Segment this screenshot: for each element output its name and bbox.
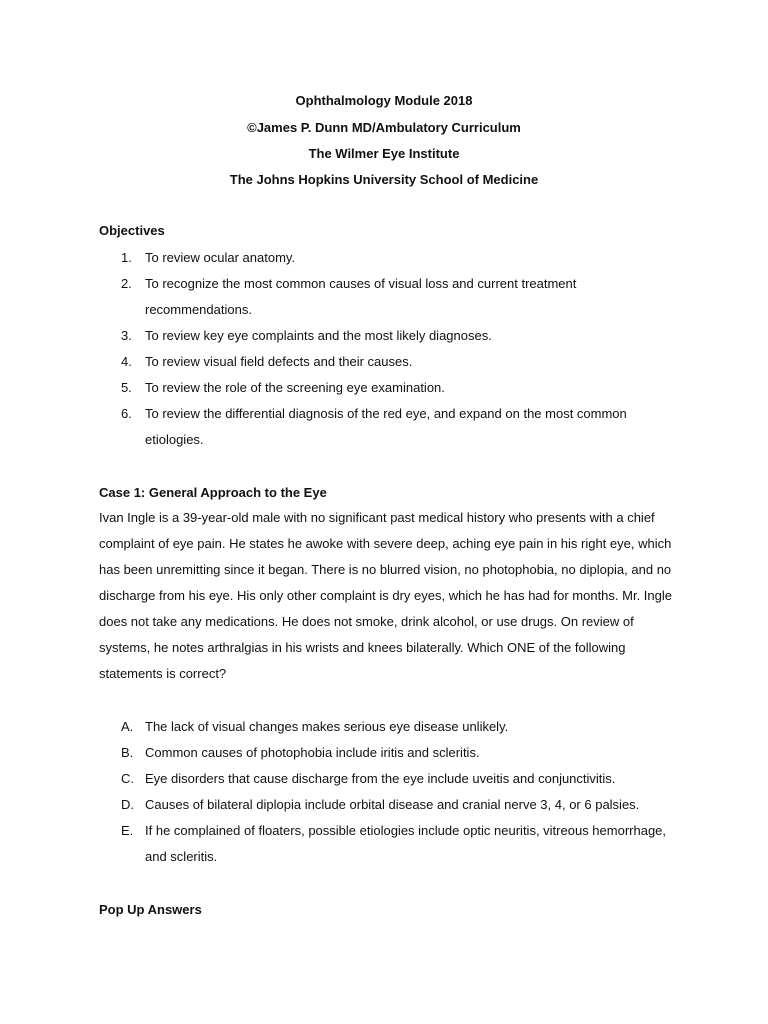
- objective-text: To review the role of the screening eye examination.: [145, 380, 445, 395]
- option-text: Causes of bilateral diplopia include orbital disease and cranial nerve 3, 4, or 6 palsies.: [145, 797, 640, 812]
- popup-answers-heading: Pop Up Answers: [99, 902, 202, 917]
- objective-text-continued: recommendations.: [145, 302, 252, 317]
- case1-line: systems, he notes arthralgias in his wrists and knees bilaterally. Which ONE of the following: [99, 640, 626, 655]
- case1-line: complaint of eye pain. He states he awoke with severe deep, aching eye pain in his right eye, which: [99, 536, 672, 551]
- case1-line: has been unremitting since it began. There is no blurred vision, no photophobia, no diplopia, and no: [99, 562, 672, 577]
- doc-school: The Johns Hopkins University School of Medicine: [229, 172, 539, 187]
- objective-number: 3.: [121, 328, 132, 343]
- case1-line: discharge from his eye. His only other complaint is dry eyes, which he has had for months. Mr. Ingle: [99, 588, 672, 603]
- option-text: Eye disorders that cause discharge from the eye include uveitis and conjunctivitis.: [145, 771, 616, 786]
- option-letter: A.: [121, 719, 134, 734]
- objective-text: To review visual field defects and their causes.: [145, 354, 413, 369]
- option-text: Common causes of photophobia include iritis and scleritis.: [145, 745, 480, 760]
- objective-text: To review the differential diagnosis of the red eye, and expand on the most common: [145, 406, 627, 421]
- objective-number: 6.: [121, 406, 132, 421]
- doc-institute: The Wilmer Eye Institute: [308, 146, 460, 161]
- objective-number: 2.: [121, 276, 132, 291]
- objective-text: To review key eye complaints and the most likely diagnoses.: [145, 328, 492, 343]
- objective-number: 1.: [121, 250, 132, 265]
- option-text: The lack of visual changes makes serious eye disease unlikely.: [145, 719, 509, 734]
- option-letter: B.: [121, 745, 134, 760]
- case1-heading: Case 1: General Approach to the Eye: [99, 485, 327, 500]
- doc-author: ©James P. Dunn MD/Ambulatory Curriculum: [247, 120, 521, 135]
- objective-text: To review ocular anatomy.: [145, 250, 296, 265]
- option-letter: C.: [121, 771, 134, 786]
- objective-text: To recognize the most common causes of visual loss and current treatment: [145, 276, 577, 291]
- objectives-heading: Objectives: [99, 223, 165, 238]
- case1-line: statements is correct?: [99, 666, 227, 681]
- objective-number: 4.: [121, 354, 132, 369]
- doc-title: Ophthalmology Module 2018: [295, 93, 473, 108]
- case1-line: does not take any medications. He does not smoke, drink alcohol, or use drugs. On review of: [99, 614, 634, 629]
- option-letter: D.: [121, 797, 134, 812]
- case1-line: Ivan Ingle is a 39-year-old male with no significant past medical history who presents with a chief: [99, 510, 655, 525]
- objective-text-continued: etiologies.: [145, 432, 204, 447]
- objective-number: 5.: [121, 380, 132, 395]
- option-text-continued: and scleritis.: [145, 849, 218, 864]
- option-letter: E.: [121, 823, 134, 838]
- option-text: If he complained of floaters, possible etiologies include optic neuritis, vitreous hemorrhage,: [145, 823, 667, 838]
